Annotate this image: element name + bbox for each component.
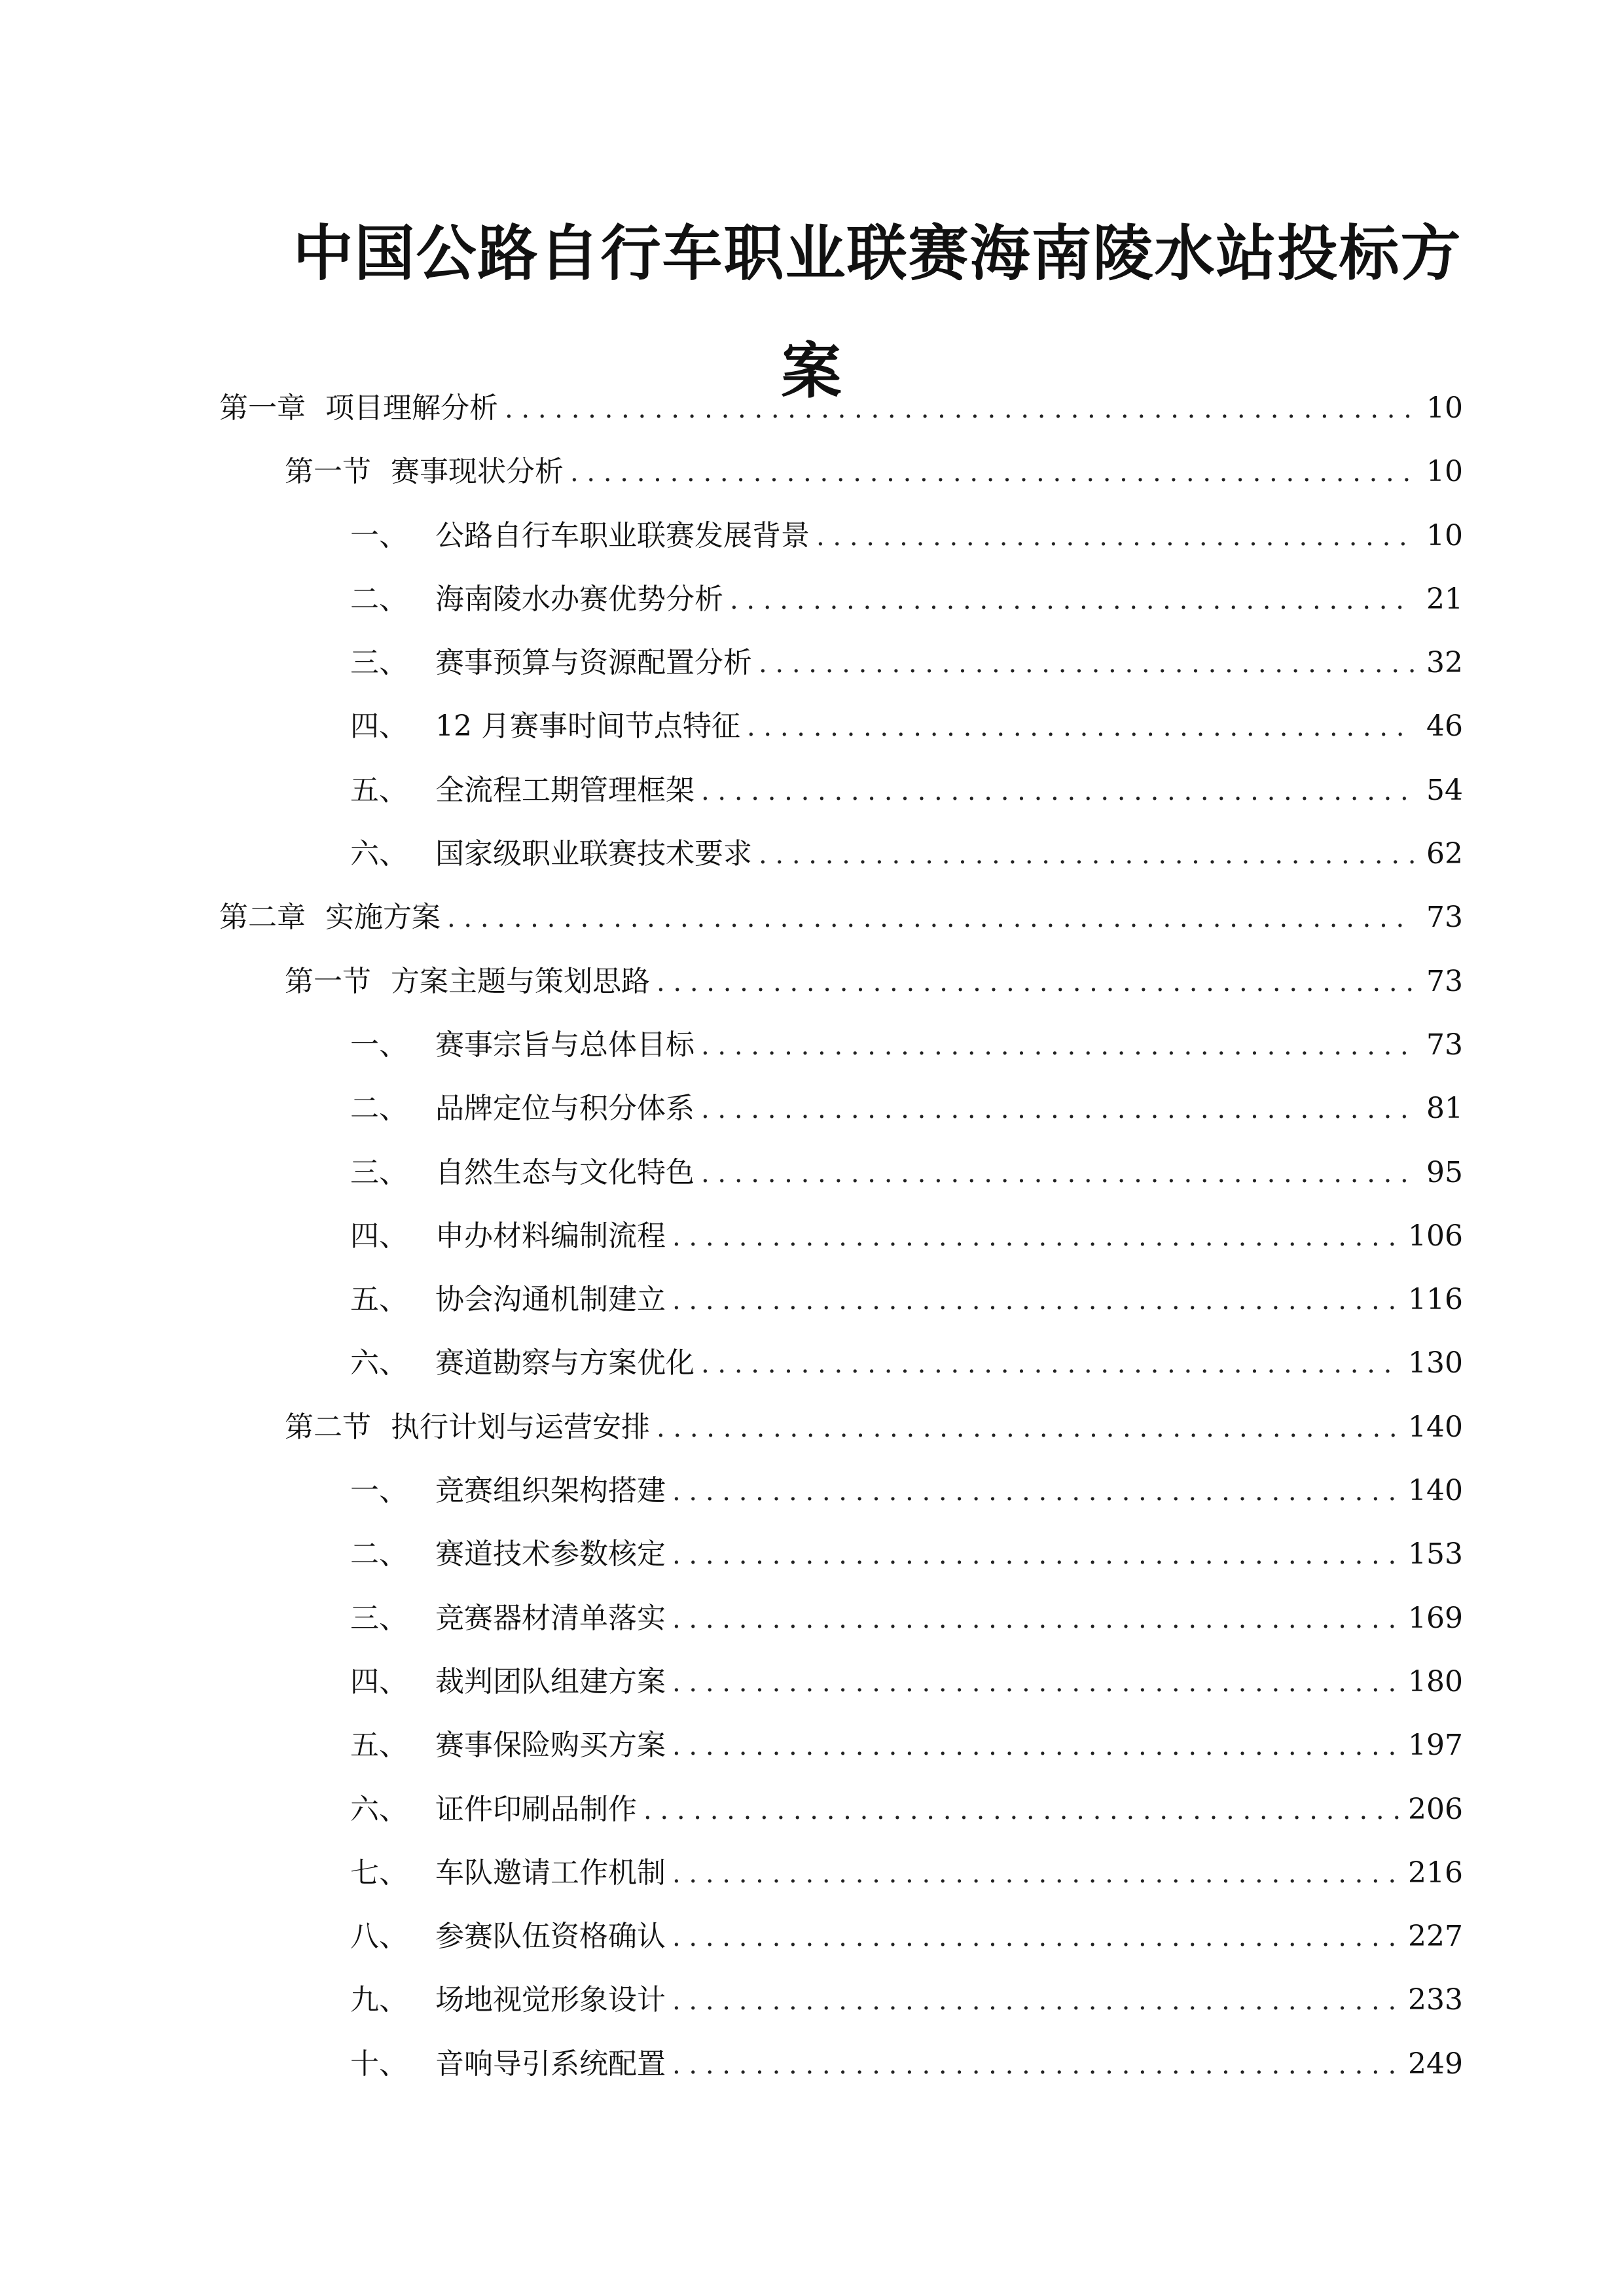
- toc-entry[interactable]: [219, 440, 1463, 503]
- toc-entry[interactable]: [219, 1459, 1463, 1522]
- toc-entry-number: 四、: [350, 709, 408, 744]
- toc-entry[interactable]: [219, 694, 1463, 758]
- toc-dot-leader: [672, 1969, 1399, 2033]
- toc-dot-leader: [747, 696, 1415, 759]
- toc-entry-page-number: 73: [1426, 964, 1463, 998]
- toc-dot-leader: [657, 951, 1415, 1014]
- toc-entry-label: 赛事保险购买方案: [435, 1729, 666, 1763]
- toc-entry-page-number: 10: [1426, 518, 1463, 552]
- toc-entry-label: 协会沟通机制建立: [435, 1283, 666, 1317]
- toc-entry-page-number: 10: [1426, 455, 1463, 489]
- document-title-line-2: 案: [781, 335, 843, 406]
- toc-entry[interactable]: [219, 1077, 1463, 1140]
- toc-entry-label: 车队邀请工作机制: [435, 1856, 666, 1890]
- toc-dot-leader: [730, 569, 1415, 632]
- toc-dot-leader: [672, 1651, 1399, 1715]
- toc-entry[interactable]: [219, 2032, 1463, 2096]
- toc-entry-label: 实施方案: [325, 901, 441, 935]
- toc-dot-leader: [672, 1906, 1399, 1969]
- toc-entry-label: 公路自行车职业联赛发展背景: [435, 518, 810, 552]
- toc-entry[interactable]: [219, 1968, 1463, 2032]
- toc-entry[interactable]: [219, 1331, 1463, 1395]
- toc-entry-number: 第一节: [285, 964, 371, 998]
- toc-entry-number: 五、: [350, 773, 408, 807]
- toc-entry-page-number: 140: [1408, 1410, 1463, 1444]
- toc-entry-number: 第一章: [219, 391, 306, 425]
- table-of-contents: [219, 376, 1463, 2096]
- toc-entry-page-number: 116: [1408, 1283, 1463, 1317]
- toc-dot-leader: [701, 1078, 1415, 1141]
- toc-entry-page-number: 130: [1408, 1346, 1463, 1380]
- toc-entry-page-number: 206: [1408, 1792, 1463, 1826]
- toc-entry-page-number: 153: [1408, 1537, 1463, 1571]
- toc-entry-number: 六、: [350, 1346, 408, 1380]
- toc-entry-page-number: 73: [1426, 901, 1463, 935]
- toc-entry-page-number: 233: [1408, 1983, 1463, 2017]
- toc-dot-leader: [657, 1397, 1399, 1460]
- toc-entry-label: 申办材料编制流程: [435, 1219, 666, 1253]
- toc-entry-label: 参赛队伍资格确认: [435, 1920, 666, 1954]
- toc-dot-leader: [759, 823, 1415, 887]
- toc-entry-label: 裁判团队组建方案: [435, 1664, 666, 1698]
- toc-entry-label: 赛事宗旨与总体目标: [435, 1028, 695, 1062]
- toc-entry[interactable]: [219, 1013, 1463, 1077]
- toc-entry-label: 竞赛组织架构搭建: [435, 1474, 666, 1508]
- toc-entry-label: 赛道勘察与方案优化: [435, 1346, 695, 1380]
- toc-dot-leader: [701, 1142, 1415, 1206]
- toc-entry[interactable]: [219, 950, 1463, 1013]
- toc-entry-label: 赛道技术参数核定: [435, 1537, 666, 1571]
- toc-entry-number: 六、: [350, 837, 408, 871]
- toc-entry-page-number: 32: [1426, 646, 1463, 680]
- toc-dot-leader: [672, 1715, 1399, 1778]
- toc-entry-label: 赛事现状分析: [391, 455, 564, 489]
- toc-entry-page-number: 216: [1408, 1856, 1463, 1890]
- toc-dot-leader: [505, 378, 1415, 441]
- toc-entry[interactable]: [219, 1395, 1463, 1459]
- toc-entry-label: 证件印刷品制作: [435, 1792, 637, 1826]
- toc-entry[interactable]: [219, 1204, 1463, 1268]
- toc-entry-number: 一、: [350, 1028, 408, 1062]
- toc-entry[interactable]: [219, 1841, 1463, 1905]
- toc-entry-label: 方案主题与策划思路: [391, 964, 650, 998]
- toc-dot-leader: [672, 2034, 1399, 2097]
- toc-entry-number: 八、: [350, 1920, 408, 1954]
- toc-entry-label: 音响导引系统配置: [435, 2047, 666, 2081]
- toc-entry-number: 六、: [350, 1792, 408, 1826]
- toc-entry-label: 竞赛器材清单落实: [435, 1601, 666, 1635]
- toc-entry-number: 第二节: [285, 1410, 371, 1444]
- toc-entry[interactable]: [219, 567, 1463, 631]
- toc-dot-leader: [701, 760, 1415, 823]
- toc-entry-number: 五、: [350, 1283, 408, 1317]
- toc-entry-label: 赛事预算与资源配置分析: [435, 646, 752, 680]
- toc-entry-number: 四、: [350, 1664, 408, 1698]
- toc-entry[interactable]: [219, 822, 1463, 886]
- toc-dot-leader: [570, 441, 1415, 505]
- toc-entry[interactable]: [219, 376, 1463, 440]
- toc-dot-leader: [672, 1524, 1399, 1587]
- toc-dot-leader: [447, 887, 1415, 950]
- toc-entry-label: 场地视觉形象设计: [435, 1983, 666, 2017]
- toc-entry[interactable]: [219, 1268, 1463, 1331]
- toc-entry-label: 项目理解分析: [325, 391, 498, 425]
- toc-entry-number: 三、: [350, 1155, 408, 1189]
- toc-dot-leader: [672, 1588, 1399, 1651]
- toc-entry[interactable]: [219, 631, 1463, 694]
- toc-entry[interactable]: [219, 886, 1463, 949]
- toc-entry[interactable]: [219, 1141, 1463, 1204]
- toc-dot-leader: [759, 632, 1415, 696]
- toc-entry-number: 五、: [350, 1729, 408, 1763]
- toc-entry-page-number: 62: [1426, 837, 1463, 871]
- toc-entry-page-number: 197: [1408, 1729, 1463, 1763]
- toc-entry[interactable]: [219, 1650, 1463, 1713]
- toc-entry-page-number: 54: [1426, 773, 1463, 807]
- toc-dot-leader: [672, 1460, 1399, 1524]
- toc-entry-page-number: 140: [1408, 1474, 1463, 1508]
- toc-entry-number: 四、: [350, 1219, 408, 1253]
- toc-dot-leader: [672, 1269, 1399, 1333]
- toc-entry-label: 执行计划与运营安排: [391, 1410, 650, 1444]
- toc-entry-label: 12 月赛事时间节点特征: [435, 709, 740, 744]
- toc-entry[interactable]: [219, 1522, 1463, 1586]
- document-title-line-1: 中国公路自行车职业联赛海南陵水站投标方: [293, 217, 1462, 289]
- toc-entry-number: 一、: [350, 1474, 408, 1508]
- toc-entry-number: 三、: [350, 1601, 408, 1635]
- toc-entry-number: 七、: [350, 1856, 408, 1890]
- toc-entry-page-number: 81: [1426, 1092, 1463, 1126]
- toc-dot-leader: [701, 1333, 1399, 1396]
- toc-entry-page-number: 227: [1408, 1920, 1463, 1954]
- toc-entry-label: 自然生态与文化特色: [435, 1155, 695, 1189]
- toc-dot-leader: [701, 1014, 1415, 1078]
- toc-entry-page-number: 180: [1408, 1664, 1463, 1698]
- toc-entry[interactable]: [219, 1587, 1463, 1650]
- toc-entry[interactable]: [219, 504, 1463, 567]
- toc-entry-label: 国家级职业联赛技术要求: [435, 837, 752, 871]
- toc-entry-page-number: 169: [1408, 1601, 1463, 1635]
- toc-entry-page-number: 73: [1426, 1028, 1463, 1062]
- toc-entry-page-number: 21: [1426, 582, 1463, 616]
- toc-entry-number: 第一节: [285, 455, 371, 489]
- toc-entry[interactable]: [219, 1905, 1463, 1968]
- toc-dot-leader: [672, 1842, 1399, 1906]
- toc-dot-leader: [672, 1206, 1399, 1269]
- toc-entry-number: 二、: [350, 582, 408, 616]
- toc-entry-number: 二、: [350, 1537, 408, 1571]
- toc-dot-leader: [816, 505, 1415, 569]
- toc-entry-label: 全流程工期管理框架: [435, 773, 695, 807]
- toc-entry-page-number: 10: [1426, 391, 1463, 425]
- toc-entry-number: 十、: [350, 2047, 408, 2081]
- toc-entry[interactable]: [219, 1713, 1463, 1777]
- toc-entry[interactable]: [219, 759, 1463, 822]
- toc-entry-number: 三、: [350, 646, 408, 680]
- toc-entry-number: 一、: [350, 518, 408, 552]
- toc-entry-page-number: 249: [1408, 2047, 1463, 2081]
- toc-entry-label: 品牌定位与积分体系: [435, 1092, 695, 1126]
- toc-entry-page-number: 46: [1426, 709, 1463, 744]
- toc-entry-page-number: 106: [1408, 1219, 1463, 1253]
- toc-dot-leader: [643, 1779, 1399, 1842]
- toc-entry-number: 二、: [350, 1092, 408, 1126]
- toc-entry-number: 第二章: [219, 901, 306, 935]
- toc-entry-number: 九、: [350, 1983, 408, 2017]
- toc-entry-label: 海南陵水办赛优势分析: [435, 582, 723, 616]
- toc-entry[interactable]: [219, 1778, 1463, 1841]
- toc-entry-page-number: 95: [1426, 1155, 1463, 1189]
